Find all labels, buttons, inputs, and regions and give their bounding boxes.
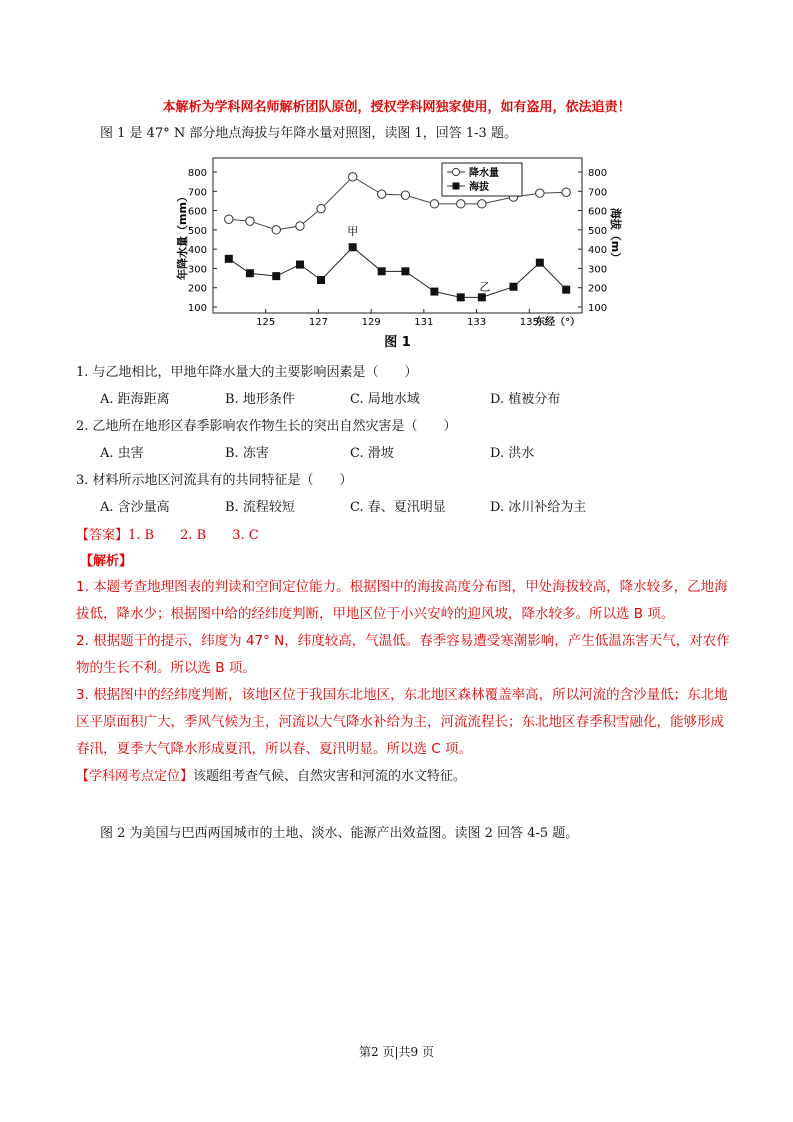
kaodian-label: 【学科网考点定位】 xyxy=(76,769,194,784)
plot-frame xyxy=(213,158,582,313)
elevation-point xyxy=(272,272,280,280)
x-axis-label: 东经（°） xyxy=(535,317,580,328)
rainfall-point xyxy=(536,189,544,197)
rainfall-point xyxy=(296,222,304,230)
figure2-intro: 图 2 为美国与巴西两国城市的土地、淡水、能源产出效益图。读图 2 回答 4-5 题。 xyxy=(100,826,579,841)
legend-rain-label: 降水量 xyxy=(469,168,499,179)
q3-option-d: D. 冰川补给为主 xyxy=(490,500,587,515)
rainfall-point xyxy=(272,226,280,234)
kaodian-line xyxy=(76,765,466,784)
kaodian-text: 该题组考查气候、自然灾害和河流的水文特征。 xyxy=(193,769,467,784)
q2-option-d: D. 洪水 xyxy=(490,446,535,461)
right-y-tick-label: 200 xyxy=(588,283,608,295)
explanation-3: 3. 根据图中的经纬度判断，该地区位于我国东北地区，东北地区森林覆盖率高，所以河流的含沙量低；东北地区平原面积广大，季风气候为主，河流以大气降水补给为主，河流流程长；东北地区春季积雪融化，能够形成春汛，夏季大气降水形成夏汛，所以春、夏汛明显。所以选 C 项。 xyxy=(76,687,728,757)
rainfall-point xyxy=(246,217,254,225)
rainfall-point xyxy=(377,190,385,198)
left-y-tick-label: 300 xyxy=(187,264,207,276)
rainfall-point xyxy=(401,191,409,199)
left-y-tick-label: 700 xyxy=(187,187,207,199)
question-3-stem: 3. 材料所示地区河流具有的共同特征是（ ） xyxy=(76,473,353,488)
label-jia: 甲 xyxy=(347,225,359,239)
legend-elev-symbol xyxy=(453,183,460,190)
elevation-point xyxy=(225,255,233,263)
left-y-tick-label: 200 xyxy=(187,283,207,295)
right-y-tick-label: 500 xyxy=(588,225,608,237)
explanation-2: 2. 根据题干的提示，纬度为 47° N，纬度较高，气温低。春季容易遭受寒潮影响，产生低温冻害天气，对农作物的生长不利。所以选 B 项。 xyxy=(76,633,730,676)
right-y-tick-label: 300 xyxy=(588,264,608,276)
right-y-tick-label: 700 xyxy=(588,187,608,199)
q1-option-b: B. 地形条件 xyxy=(225,392,295,407)
question-2-stem: 2. 乙地所在地形区春季影响农作物生长的突出自然灾害是（ ） xyxy=(76,419,457,434)
elevation-point xyxy=(562,286,570,294)
right-y-tick-label: 800 xyxy=(588,168,608,179)
explanation-1: 1. 本题考查地理图表的判读和空间定位能力。根据图中的海拔高度分布图，甲处海拔较高，降水较多，乙地海拔低，降水少；根据图中给的经纬度判断，甲地区位于小兴安岭的迎风坡，降水较多。所以选 B 项。 xyxy=(76,579,728,622)
legend-rain-symbol xyxy=(452,168,459,175)
q1-option-a: A. 距海距离 xyxy=(100,392,170,407)
answer-text: 1. B 2. B 3. C xyxy=(128,528,259,543)
analysis-label: 【解析】 xyxy=(80,554,133,569)
figure1-intro: 图 1 是 47° N 部分地点海拔与年降水量对照图，读图 1，回答 1-3 题。 xyxy=(100,126,517,141)
elevation-point xyxy=(401,267,409,275)
answer-label: 【答案】 xyxy=(76,528,129,543)
answer-line xyxy=(76,524,259,543)
x-tick-label: 131 xyxy=(414,317,434,328)
elevation-point xyxy=(246,269,254,277)
right-y-tick-label: 600 xyxy=(588,206,608,218)
q3-option-b: B. 流程较短 xyxy=(225,500,295,515)
elevation-point xyxy=(349,243,357,251)
legend-elev-label: 海拔 xyxy=(469,182,489,193)
right-y-tick-label: 100 xyxy=(588,303,608,314)
left-y-tick-label: 400 xyxy=(187,245,207,257)
x-tick-label: 127 xyxy=(308,317,328,328)
elevation-point xyxy=(536,259,544,267)
q3-option-a: A. 含沙量高 xyxy=(100,500,170,515)
elevation-point xyxy=(317,276,325,284)
x-tick-label: 129 xyxy=(361,317,381,328)
page-footer: 第2 页|共9 页 xyxy=(359,1045,434,1059)
right-y-tick-label: 400 xyxy=(588,245,608,257)
label-yi: 乙 xyxy=(479,280,491,294)
figure1-chart xyxy=(160,150,620,355)
question-1-stem: 1. 与乙地相比，甲地年降水量大的主要影响因素是（ ） xyxy=(76,365,418,380)
rainfall-point xyxy=(225,215,233,223)
left-y-tick-label: 500 xyxy=(187,225,207,237)
chart-title: 图 1 xyxy=(384,335,411,350)
elevation-point xyxy=(457,293,465,301)
rainfall-point xyxy=(478,200,486,208)
rainfall-point xyxy=(348,173,356,181)
q2-option-c: C. 滑坡 xyxy=(350,446,394,461)
rainfall-point xyxy=(430,200,438,208)
left-y-tick-label: 100 xyxy=(187,303,207,314)
q2-option-b: B. 冻害 xyxy=(225,446,269,461)
elevation-point xyxy=(378,267,386,275)
left-y-tick-label: 600 xyxy=(187,206,207,218)
q2-option-a: A. 虫害 xyxy=(100,446,144,461)
rainfall-point xyxy=(457,200,465,208)
q3-option-c: C. 春、夏汛明显 xyxy=(350,500,446,515)
rainfall-point xyxy=(317,204,325,212)
x-tick-label: 135 xyxy=(519,317,539,328)
left-y-tick-label: 800 xyxy=(187,168,207,179)
elevation-point xyxy=(509,283,517,291)
q1-option-d: D. 植被分布 xyxy=(490,392,561,407)
elevation-point xyxy=(478,293,486,301)
elevation-point xyxy=(296,261,304,269)
left-y-axis-label: 年降水量（mm） xyxy=(176,191,189,280)
copyright-banner: 本解析为学科网名师解析团队原创，授权学科网独家使用，如有盗用，依法追责！ xyxy=(162,100,631,115)
elevation-point xyxy=(430,288,438,296)
right-y-axis-label: 海拔（m） xyxy=(609,207,622,264)
q1-option-c: C. 局地水域 xyxy=(350,392,420,407)
rainfall-point xyxy=(562,188,570,196)
x-tick-label: 133 xyxy=(467,317,487,328)
x-tick-label: 125 xyxy=(256,317,276,328)
